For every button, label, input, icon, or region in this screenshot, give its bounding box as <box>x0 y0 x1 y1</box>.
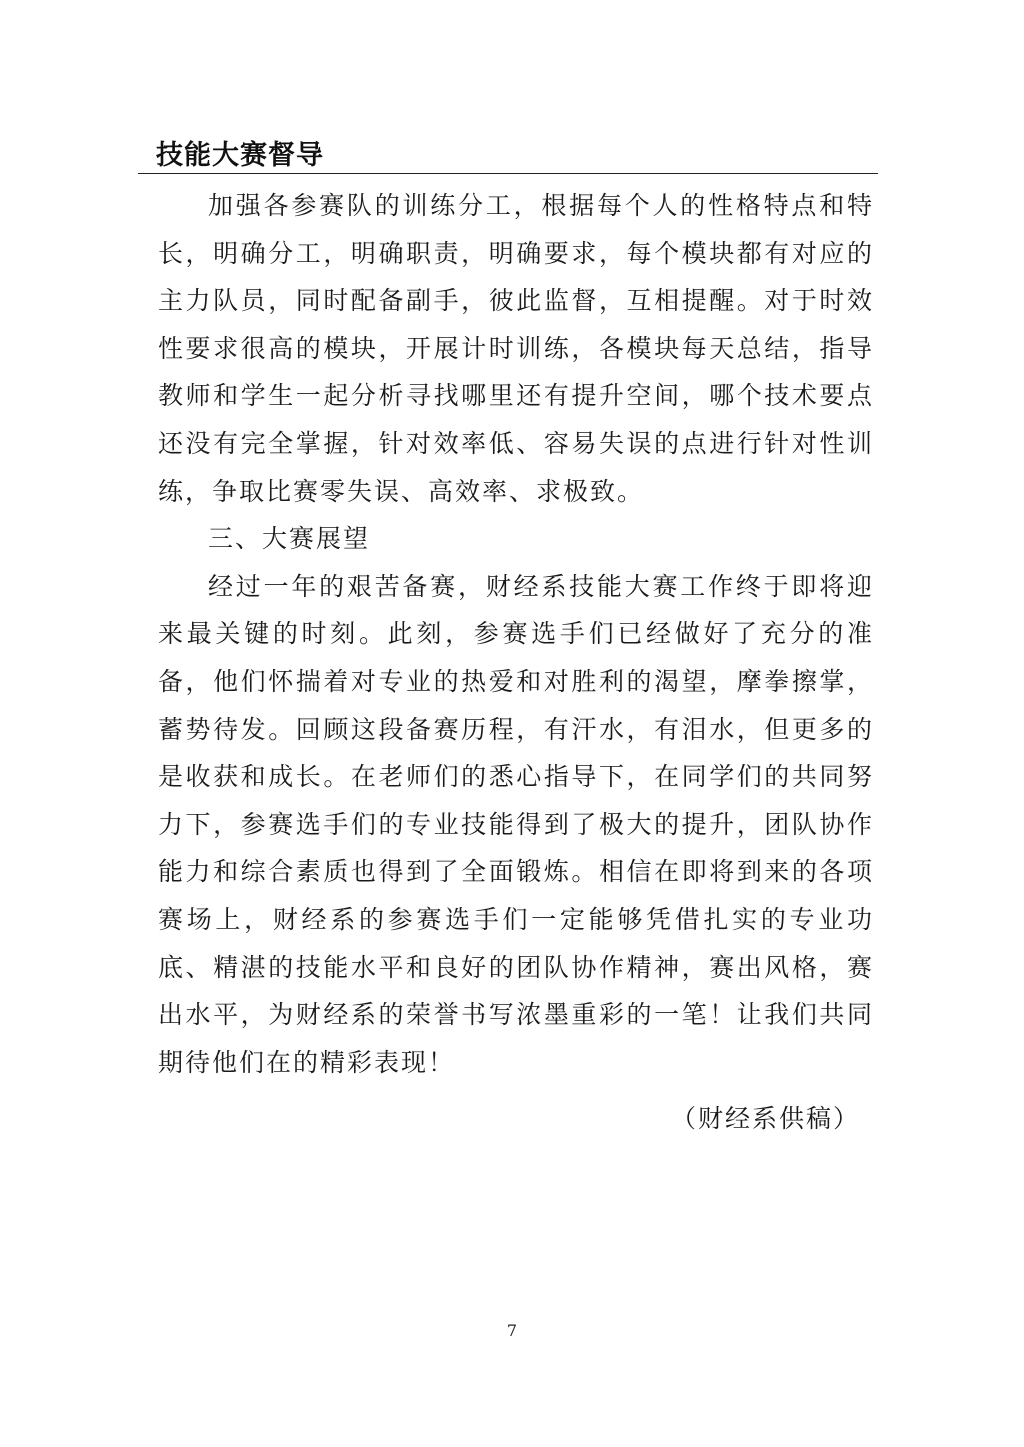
article-credit: （财经系供稿） <box>670 1104 860 1133</box>
paragraph-outlook: 经过一年的艰苦备赛，财经系技能大赛工作终于即将迎来最关键的时刻。此刻，参赛选手们已经做好了充分的准备，他们怀揣着对专业的热爱和对胜利的渴望，摩拳擦掌，蓄势待发。回顾这段备赛历程，有汗水，有泪水，但更多的是收获和成长。在老师们的悉心指导下，在同学们的共同努力下，参赛选手们的专业技能得到了极大的提升，团队协作能力和综合素质也得到了全面锻炼。相信在即将到来的各项赛场上，财经系的参赛选手们一定能够凭借扎实的专业功底、精湛的技能水平和良好的团队协作精神，赛出风格，赛出水平，为财经系的荣誉书写浓墨重彩的一笔！让我们共同期待他们在的精彩表现！ <box>158 571 874 1077</box>
section-heading-outlook: 三、大赛展望 <box>208 524 371 554</box>
article-body <box>158 182 874 1086</box>
page-number: 7 <box>506 1321 518 1340</box>
header-divider <box>138 173 878 174</box>
paragraph-training: 加强各参赛队的训练分工，根据每个人的性格特点和特长，明确分工，明确职责，明确要求，每个模块都有对应的主力队员，同时配备副手，彼此监督，互相提醒。对于时效性要求很高的模块，开展计时训练，各模块每天总结，指导教师和学生一起分析寻找哪里还有提升空间，哪个技术要点还没有完全掌握，针对效率低、容易失误的点进行针对性训练，争取比赛零失误、高效率、求极致。 <box>158 191 874 506</box>
section-header-title: 技能大赛督导 <box>156 140 324 171</box>
